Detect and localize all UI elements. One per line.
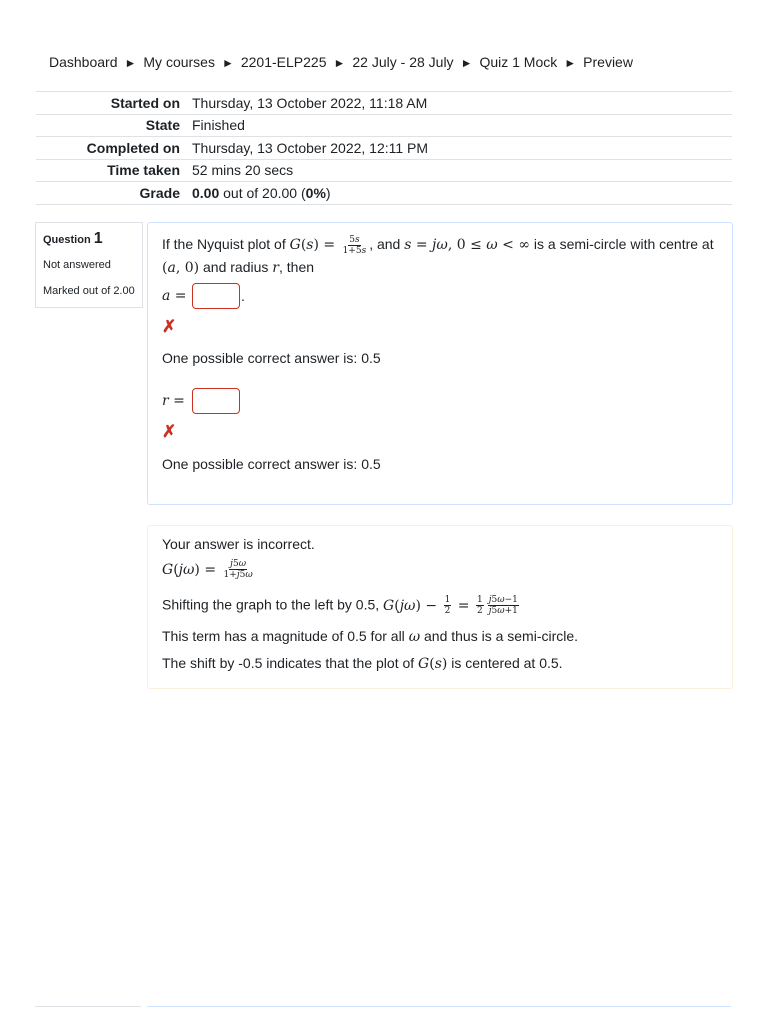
breadcrumb-dashboard[interactable]: Dashboard	[49, 54, 118, 70]
summary-label: Started on	[110, 94, 180, 111]
formula-G-s-2: G(s)	[418, 656, 448, 672]
feedback-formula-G-jw	[162, 559, 256, 580]
summary-value: Finished	[192, 117, 245, 134]
breadcrumb	[49, 54, 633, 70]
question-formulation	[147, 222, 733, 505]
summary-row-grade	[36, 182, 732, 205]
formula-radius: r	[272, 260, 279, 276]
grade-out-of: out of 20.00	[223, 184, 298, 201]
incorrect-a-cross-icon: ✗	[162, 317, 177, 336]
question-text-part: is a semi-circle with centre at	[533, 236, 714, 252]
feedback-magnitude-line	[162, 628, 578, 645]
question-marks: Marked out of 2.00	[43, 285, 135, 297]
feedback-shift-text: Shifting the graph to the left by 0.5,	[162, 596, 380, 613]
feedback-center-text: The shift by -0.5 indicates that the plot of	[162, 655, 415, 671]
summary-row-completed	[36, 137, 732, 160]
feedback-center-line	[162, 655, 563, 672]
answer-r-input[interactable]	[192, 388, 240, 414]
feedback-shift-line	[162, 595, 521, 616]
breadcrumb-separator: ►	[460, 56, 473, 70]
correct-answer-a: One possible correct answer is: 0.5	[162, 350, 381, 366]
attempt-summary-table	[36, 91, 732, 205]
breadcrumb-preview[interactable]: Preview	[583, 54, 633, 70]
summary-row-started	[36, 92, 732, 115]
grade-percent: 0%	[305, 184, 326, 201]
formula-G-jw: G(jω) = $\frac{j5\omega}{1+j5\omega}$	[162, 559, 253, 580]
answer-a-input[interactable]	[192, 283, 240, 309]
summary-value: Thursday, 13 October 2022, 11:18 AM	[192, 94, 428, 111]
incorrect-r-cross-icon: ✗	[162, 422, 177, 441]
formula-centre: (a, 0)	[162, 260, 200, 276]
summary-label: Grade	[139, 184, 180, 201]
feedback-magnitude-text-2: and thus is a semi-circle.	[424, 628, 579, 644]
question-info	[35, 222, 143, 308]
question-text	[162, 233, 722, 279]
breadcrumb-separator: ►	[333, 56, 346, 70]
breadcrumb-week[interactable]: 22 July - 28 July	[352, 54, 454, 70]
question-text-part: , and	[369, 236, 401, 252]
breadcrumb-separator: ►	[124, 56, 137, 70]
summary-label: Completed on	[86, 139, 180, 156]
breadcrumb-quiz[interactable]: Quiz 1 Mock	[479, 54, 558, 70]
formula-G-s: G(s) = $\frac{5s}{1+5s}$	[289, 234, 367, 256]
question-number-value: 1	[93, 230, 103, 247]
question-prefix: Question	[43, 234, 91, 246]
question-text-part: and radius	[203, 259, 269, 275]
summary-value: Thursday, 13 October 2022, 12:11 PM	[192, 139, 429, 156]
correct-answer-r: One possible correct answer is: 0.5	[162, 456, 381, 472]
next-question-formulation	[147, 1006, 731, 1025]
answer-r-label: r =	[162, 393, 185, 409]
question-state: Not answered	[43, 259, 111, 271]
next-question-info	[35, 1006, 141, 1025]
answer-a-row	[162, 283, 245, 309]
breadcrumb-course[interactable]: 2201-ELP225	[240, 54, 327, 70]
summary-label: State	[145, 117, 180, 134]
breadcrumb-my-courses[interactable]: My courses	[143, 54, 215, 70]
feedback-magnitude-text: This term has a magnitude of 0.5 for all	[162, 628, 405, 644]
formula-s-def: s = jω, 0 ≤ ω < ∞	[404, 237, 530, 253]
feedback-center-text-2: is centered at 0.5.	[451, 655, 563, 671]
question-text-part: , then	[278, 259, 315, 275]
grade-score: 0.00	[192, 184, 220, 201]
answer-r-row	[162, 388, 240, 414]
question-number	[43, 230, 103, 248]
general-feedback	[147, 525, 733, 689]
answer-a-period: .	[241, 288, 245, 304]
question-text-part: If the Nyquist plot of	[162, 236, 286, 252]
breadcrumb-separator: ►	[221, 56, 234, 70]
answer-a-label: a =	[162, 288, 187, 304]
formula-omega: ω	[408, 629, 421, 645]
summary-row-state	[36, 114, 732, 137]
feedback-incorrect: Your answer is incorrect.	[162, 536, 315, 552]
formula-shift: G(jω) − $\frac{1}{2}$ = $\frac{1}{2}$ $\frac{j5\omega-1}{j5\omega+1}$	[383, 595, 518, 616]
summary-value: 52 mins 20 secs	[192, 162, 294, 179]
summary-row-time-taken	[36, 159, 732, 182]
summary-label: Time taken	[107, 162, 180, 179]
grade-value: 0.00 out of 20.00 (0%)	[192, 184, 331, 201]
breadcrumb-separator: ►	[564, 56, 577, 70]
